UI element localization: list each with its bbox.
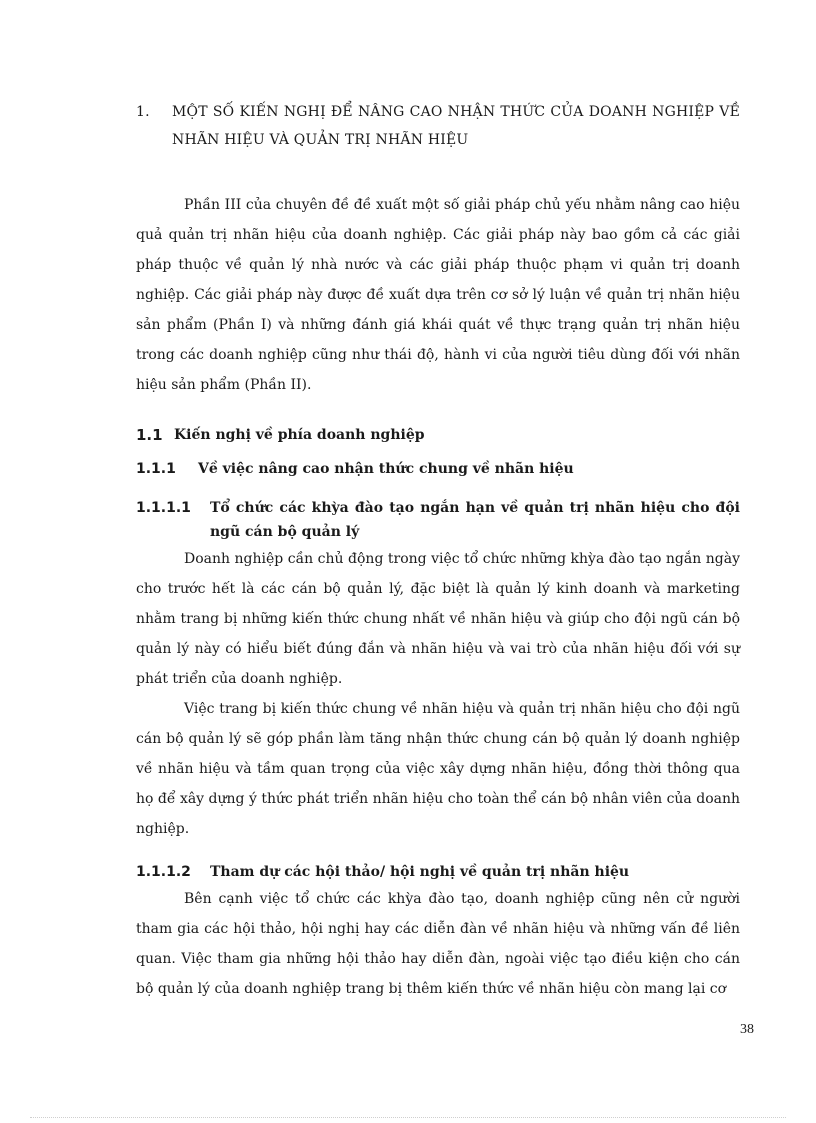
heading-level-4-number: 1.1.1.2: [136, 864, 191, 880]
heading-level-4-conferences: [136, 860, 740, 884]
heading-level-2: [136, 422, 740, 448]
heading-level-4-text: Tham dự các hội thảo/ hội nghị về quản trị nhãn hiệu: [210, 864, 630, 880]
page-bottom-divider: [30, 1117, 786, 1118]
heading-level-2-number: 1.1: [136, 426, 163, 444]
heading-level-2-text: Kiến nghị về phía doanh nghiệp: [174, 427, 425, 443]
heading-level-3-number: 1.1.1: [136, 461, 176, 477]
body-paragraph: Việc trang bị kiến thức chung về nhãn hiệu và quản trị nhãn hiệu cho đội ngũ cán bộ quản lý sẽ góp phần làm tăng nhận thức chung cán bộ quản lý doanh nghiệp về nhãn hiệu và tầm quan trọng của việc xây dựng nhãn hiệu, đồng thời thông qua họ để xây dựng ý thức phát triển nhãn hiệu cho toàn thể cán bộ nhân viên của doanh nghiệp.: [136, 701, 740, 837]
heading-level-3: [136, 456, 740, 482]
body-paragraph: Doanh nghiệp cần chủ động trong việc tổ chức những khỳa đào tạo ngắn ngày cho trước hết là các cán bộ quản lý, đặc biệt là quản lý kinh doanh và marketing nhằm trang bị những kiến thức chung nhất về nhãn hiệu và giúp cho đội ngũ cán bộ quản lý này có hiểu biết đúng đắn và nhãn hiệu và vai trò của nhãn hiệu đối với sự phát triển của doanh nghiệp.: [136, 551, 740, 687]
heading-level-4-text: Tổ chức các khỳa đào tạo ngắn hạn về quản trị nhãn hiệu cho đội ngũ cán bộ quản lý: [210, 500, 740, 540]
page-number: 38: [740, 1022, 754, 1037]
heading-level-1-number: 1.: [136, 104, 150, 120]
heading-level-1: [136, 98, 740, 154]
heading-level-4-training: [136, 496, 740, 544]
body-paragraph: Bên cạnh việc tổ chức các khỳa đào tạo, doanh nghiệp cũng nên cử người tham gia các hội thảo, hội nghị hay các diễn đàn về nhãn hiệu và những vấn đề liên quan. Việc tham gia những hội thảo hay diễn đàn, ngoài việc tạo điều kiện cho cán bộ quản lý của doanh nghiệp trang bị thêm kiến thức về nhãn hiệu còn mang lại cơ: [136, 891, 740, 997]
page-content: [136, 98, 740, 1004]
heading-level-3-text: Về việc nâng cao nhận thức chung về nhãn hiệu: [198, 461, 574, 477]
heading-level-4-number: 1.1.1.1: [136, 500, 191, 516]
heading-level-1-text: MỘT SỐ KIẾN NGHỊ ĐỂ NÂNG CAO NHẬN THỨC CỦA DOANH NGHIỆP VỀ NHÃN HIỆU VÀ QUẢN TRỊ NHÃN HIỆU: [172, 104, 740, 148]
intro-paragraph: Phần III của chuyên đề đề xuất một số giải pháp chủ yếu nhằm nâng cao hiệu quả quản trị nhãn hiệu của doanh nghiệp. Các giải pháp này bao gồm cả các giải pháp thuộc về quản lý nhà nước và các giải pháp thuộc phạm vi quản trị doanh nghiệp. Các giải pháp này được đề xuất dựa trên cơ sở lý luận về quản trị nhãn hiệu sản phẩm (Phần I) và những đánh giá khái quát về thực trạng quản trị nhãn hiệu trong các doanh nghiệp cũng như thái độ, hành vi của người tiêu dùng đối với nhãn hiệu sản phẩm (Phần II).: [136, 197, 740, 393]
